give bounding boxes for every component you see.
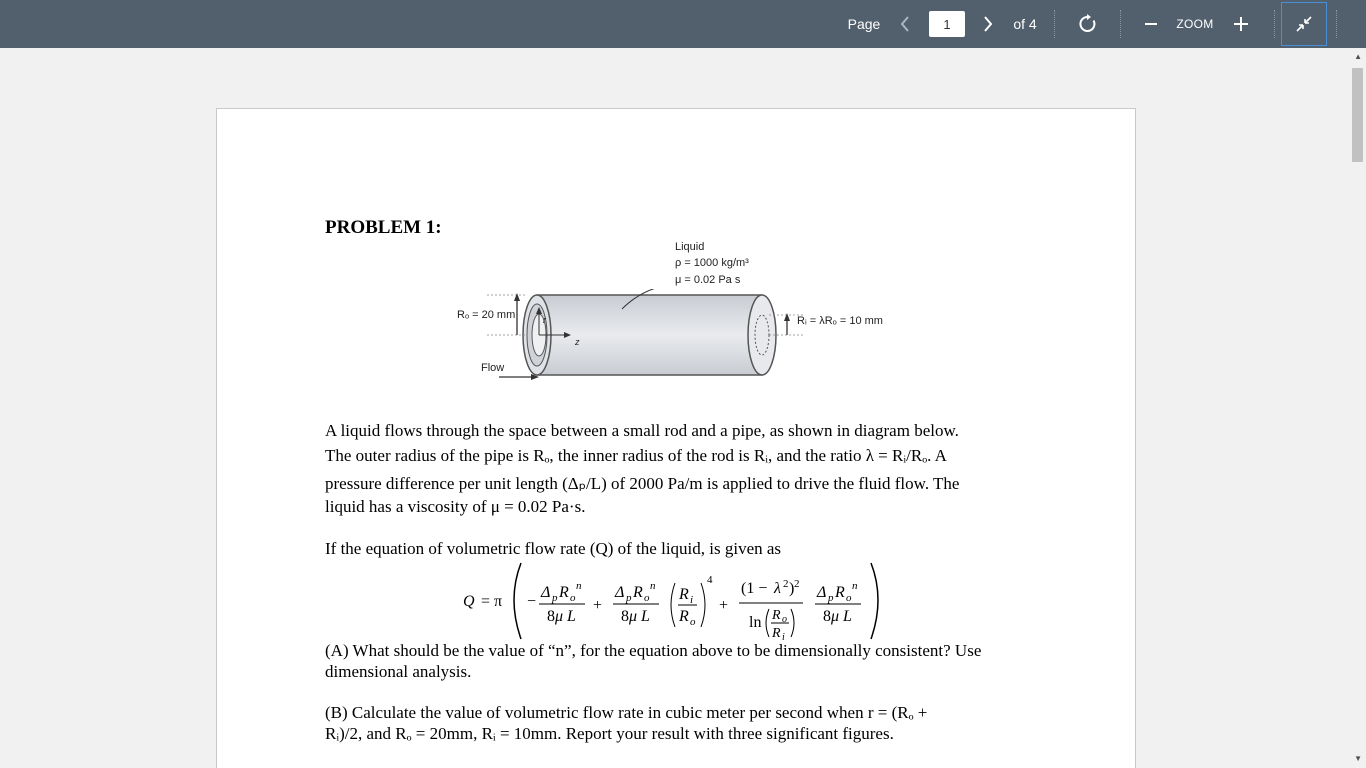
svg-text:μ L: μ L bbox=[629, 608, 650, 625]
rotate-icon bbox=[1078, 14, 1098, 34]
svg-text:o: o bbox=[846, 592, 852, 604]
minus-icon bbox=[1144, 17, 1158, 31]
question-b-line: (B) Calculate the value of volumetric flow rate in cubic meter per second when r = (Rₒ + bbox=[325, 703, 928, 722]
plus-icon bbox=[1233, 16, 1249, 32]
toolbar-divider bbox=[1120, 10, 1121, 38]
zoom-out-button[interactable] bbox=[1138, 0, 1164, 48]
svg-text:o: o bbox=[570, 592, 576, 604]
svg-text:8: 8 bbox=[547, 608, 555, 625]
zoom-label: ZOOM bbox=[1176, 17, 1214, 31]
flow-rate-equation bbox=[457, 559, 897, 643]
page-label: Page bbox=[847, 16, 881, 32]
pipe-right-end bbox=[748, 295, 776, 375]
svg-text:ln: ln bbox=[749, 614, 762, 631]
svg-text:p: p bbox=[552, 592, 558, 604]
toolbar-divider bbox=[1054, 10, 1055, 38]
svg-text:R: R bbox=[772, 626, 781, 641]
page-count-label: of 4 bbox=[1013, 16, 1037, 32]
scrollbar-thumb[interactable] bbox=[1352, 68, 1363, 162]
pdf-page bbox=[216, 108, 1136, 768]
collapse-icon bbox=[1295, 15, 1313, 33]
svg-text:R: R bbox=[679, 586, 689, 603]
svg-text:+: + bbox=[593, 597, 603, 614]
exit-fullscreen-button[interactable] bbox=[1281, 2, 1327, 46]
toolbar-divider bbox=[1336, 10, 1337, 38]
density-label: ρ = 1000 kg/m³ bbox=[675, 257, 749, 269]
question-b-line: Rᵢ)/2, and Rₒ = 20mm, Rᵢ = 10mm. Report your result with three significant figures. bbox=[325, 724, 894, 743]
viscosity-label: μ = 0.02 Pa s bbox=[675, 274, 741, 286]
svg-text:R: R bbox=[772, 608, 781, 623]
pipe-diagram bbox=[447, 289, 807, 389]
svg-text:R: R bbox=[633, 584, 643, 601]
svg-text:): ) bbox=[789, 580, 795, 597]
paragraph-line: liquid has a viscosity of μ = 0.02 Pa·s. bbox=[325, 497, 586, 516]
previous-page-button[interactable] bbox=[893, 0, 917, 48]
scroll-down-arrow-icon[interactable]: ▼ bbox=[1354, 754, 1362, 763]
flow-label: Flow bbox=[481, 362, 505, 374]
svg-text:4: 4 bbox=[707, 574, 713, 586]
inner-radius-label: Rᵢ = λRₒ = 10 mm bbox=[797, 315, 883, 327]
question-a-line: (A) What should be the value of “n”, for the equation above to be dimensionally consistent? Use bbox=[325, 641, 982, 660]
pdf-toolbar bbox=[0, 0, 1366, 48]
svg-text:Δ: Δ bbox=[541, 584, 551, 601]
svg-text:o: o bbox=[690, 616, 696, 628]
z-axis-label: z bbox=[575, 337, 580, 347]
svg-text:Δ: Δ bbox=[615, 584, 625, 601]
question-a-line: dimensional analysis. bbox=[325, 662, 472, 681]
zoom-in-button[interactable] bbox=[1228, 0, 1254, 48]
svg-text:Q: Q bbox=[463, 593, 475, 610]
page-number-input[interactable] bbox=[929, 11, 965, 37]
problem-title: PROBLEM 1: bbox=[325, 217, 442, 238]
svg-text:(1 −: (1 − bbox=[741, 580, 768, 597]
svg-text:i: i bbox=[690, 594, 694, 606]
r-axis-label: r bbox=[543, 315, 546, 325]
svg-text:R: R bbox=[679, 608, 689, 625]
svg-text:μ L: μ L bbox=[555, 608, 576, 625]
next-page-button[interactable] bbox=[976, 0, 1000, 48]
paragraph-line: A liquid flows through the space between a small rod and a pipe, as shown in diagram below. bbox=[325, 421, 959, 440]
svg-text:o: o bbox=[782, 614, 787, 625]
svg-text:2: 2 bbox=[794, 578, 800, 590]
rotate-button[interactable] bbox=[1074, 0, 1102, 48]
svg-text:μ L: μ L bbox=[831, 608, 852, 625]
svg-text:−: − bbox=[527, 593, 537, 610]
scroll-up-arrow-icon[interactable]: ▲ bbox=[1354, 52, 1362, 61]
svg-text:+: + bbox=[719, 597, 729, 614]
svg-text:p: p bbox=[626, 592, 632, 604]
svg-text:2: 2 bbox=[783, 578, 789, 590]
svg-text:8: 8 bbox=[621, 608, 629, 625]
svg-text:R: R bbox=[835, 584, 845, 601]
svg-text:n: n bbox=[852, 580, 858, 592]
svg-text:8: 8 bbox=[823, 608, 831, 625]
outer-radius-label: Rₒ = 20 mm bbox=[457, 309, 516, 321]
paragraph-line: pressure difference per unit length (Δₚ/L) of 2000 Pa/m is applied to drive the fluid flow. The bbox=[325, 474, 960, 493]
svg-text:p: p bbox=[828, 592, 834, 604]
svg-text:= π: = π bbox=[481, 593, 503, 610]
chevron-right-icon bbox=[983, 16, 993, 32]
paragraph-line: If the equation of volumetric flow rate (Q) of the liquid, is given as bbox=[325, 539, 782, 558]
svg-text:R: R bbox=[559, 584, 569, 601]
svg-text:n: n bbox=[576, 580, 582, 592]
svg-text:Δ: Δ bbox=[817, 584, 827, 601]
svg-text:n: n bbox=[650, 580, 656, 592]
toolbar-divider bbox=[1274, 10, 1275, 38]
paragraph-line: The outer radius of the pipe is Rₒ, the inner radius of the rod is Rᵢ, and the ratio λ = Rᵢ/Rₒ. A bbox=[325, 446, 947, 465]
liquid-label: Liquid bbox=[675, 241, 705, 253]
svg-text:λ: λ bbox=[774, 580, 781, 597]
svg-text:o: o bbox=[644, 592, 650, 604]
svg-text:i: i bbox=[782, 632, 785, 643]
chevron-left-icon bbox=[900, 16, 910, 32]
